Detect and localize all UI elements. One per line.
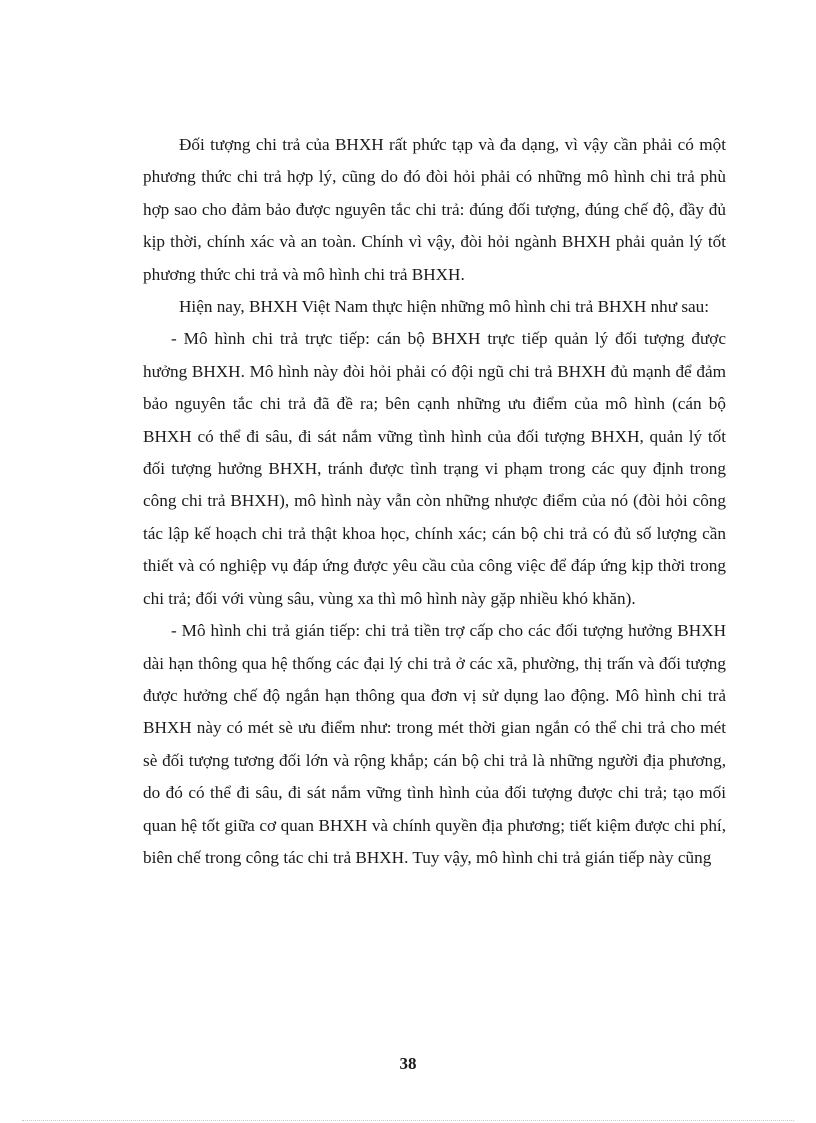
- body-text: [143, 129, 726, 874]
- paragraph-direct-model: - Mô hình chi trả trực tiếp: cán bộ BHXH trực tiếp quản lý đối tượng được hưởng BHXH. Mô hình này đòi hỏi phải có đội ngũ chi trả BHXH đủ mạnh để đảm bảo nguyên tắc chi trả đã đề ra; bên cạnh những ưu điểm của mô hình (cán bộ BHXH có thể đi sâu, đi sát nắm vững tình hình của đối tượng BHXH, quản lý tốt đối tượng hưởng BHXH, tránh được tình trạng vi phạm trong các quy định trong công chi trả BHXH), mô hình này vẫn còn những nhược điểm của nó (đòi hỏi công tác lập kế hoạch chi trả thật khoa học, chính xác; cán bộ chi trả có đủ số lượng cần thiết và có nghiệp vụ đáp ứng được yêu cầu của công việc để đáp ứng kịp thời trong chi trả; đối với vùng sâu, vùng xa thì mô hình này gặp nhiều khó khăn).: [143, 329, 726, 608]
- paragraph-intro: Đối tượng chi trả của BHXH rất phức tạp và đa dạng, vì vậy cần phải có một phương thức chi trả hợp lý, cũng do đó đòi hỏi phải có những mô hình chi trả phù hợp sao cho đảm bảo được nguyên tắc chi trả: đúng đối tượng, đúng chế độ, đầy đủ kịp thời, chính xác và an toàn. Chính vì vậy, đòi hỏi ngành BHXH phải quản lý tốt phương thức chi trả và mô hình chi trả BHXH.: [143, 135, 726, 284]
- paragraph-indirect-model: - Mô hình chi trả gián tiếp: chi trả tiền trợ cấp cho các đối tượng hưởng BHXH dài hạn thông qua hệ thống các đại lý chi trả ở các xã, phường, thị trấn và đối tượng được hưởng chế độ ngắn hạn thông qua đơn vị sử dụng lao động. Mô hình chi trả BHXH này có mét sè ưu điểm như: trong mét thời gian ngắn có thể chi trả cho mét sè đối tượng tương đối lớn và rộng khắp; cán bộ chi trả là những người địa phương, do đó có thể đi sâu, đi sát nắm vững tình hình của đối tượng được chi trả; tạo mối quan hệ tốt giữa cơ quan BHXH và chính quyền địa phương; tiết kiệm được chi phí, biên chế trong công tác chi trả BHXH. Tuy vậy, mô hình chi trả gián tiếp này cũng: [143, 621, 726, 867]
- paragraph-current-models: Hiện nay, BHXH Việt Nam thực hiện những mô hình chi trả BHXH như sau:: [179, 297, 710, 317]
- footer-divider: [22, 1120, 794, 1121]
- page-number: 38: [399, 1054, 417, 1073]
